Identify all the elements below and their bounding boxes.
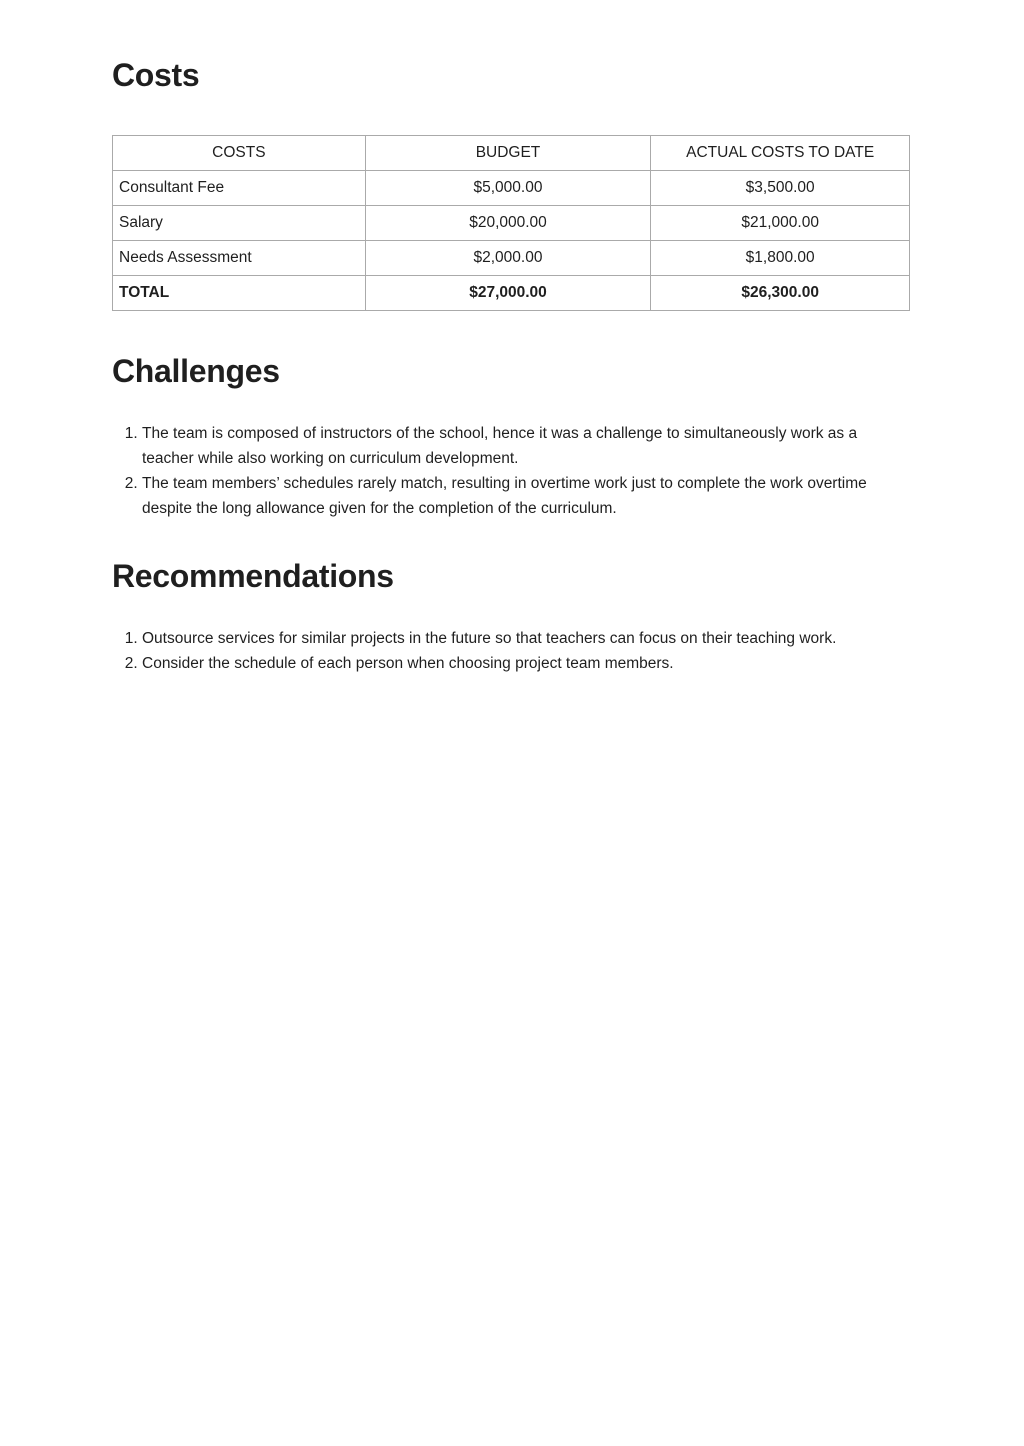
- actual-value: $21,000.00: [651, 206, 910, 241]
- cost-item: Salary: [113, 206, 366, 241]
- budget-value: $5,000.00: [365, 171, 651, 206]
- total-label: TOTAL: [113, 276, 366, 311]
- recommendations-list: [112, 626, 910, 676]
- costs-heading: Costs: [112, 57, 200, 93]
- budget-value: $20,000.00: [365, 206, 651, 241]
- list-item: 1. The team is composed of instructors of the school, hence it was a challenge to simultaneously work as a teacher while also working on curriculum development.: [142, 421, 910, 471]
- table-total-row: [113, 276, 910, 311]
- table-header-row: [113, 136, 910, 171]
- budget-value: $2,000.00: [365, 241, 651, 276]
- cost-item: Consultant Fee: [113, 171, 366, 206]
- list-item: 1. Outsource services for similar projects in the future so that teachers can focus on their teaching work.: [142, 626, 910, 651]
- table-row: [113, 241, 910, 276]
- total-budget: $27,000.00: [365, 276, 651, 311]
- table-row: [113, 206, 910, 241]
- header-costs: COSTS: [113, 136, 366, 171]
- actual-value: $1,800.00: [651, 241, 910, 276]
- costs-table: [112, 135, 910, 311]
- recommendations-heading: Recommendations: [112, 558, 394, 594]
- actual-value: $3,500.00: [651, 171, 910, 206]
- total-actual: $26,300.00: [651, 276, 910, 311]
- header-budget: BUDGET: [365, 136, 651, 171]
- list-item: 2. Consider the schedule of each person when choosing project team members.: [142, 651, 910, 676]
- challenges-list: [112, 421, 910, 521]
- header-actual-costs: ACTUAL COSTS TO DATE: [651, 136, 910, 171]
- list-item: 2. The team members’ schedules rarely match, resulting in overtime work just to complete the work overtime despite the long allowance given for the completion of the curriculum.: [142, 471, 910, 521]
- cost-item: Needs Assessment: [113, 241, 366, 276]
- table-row: [113, 171, 910, 206]
- challenges-heading: Challenges: [112, 353, 280, 389]
